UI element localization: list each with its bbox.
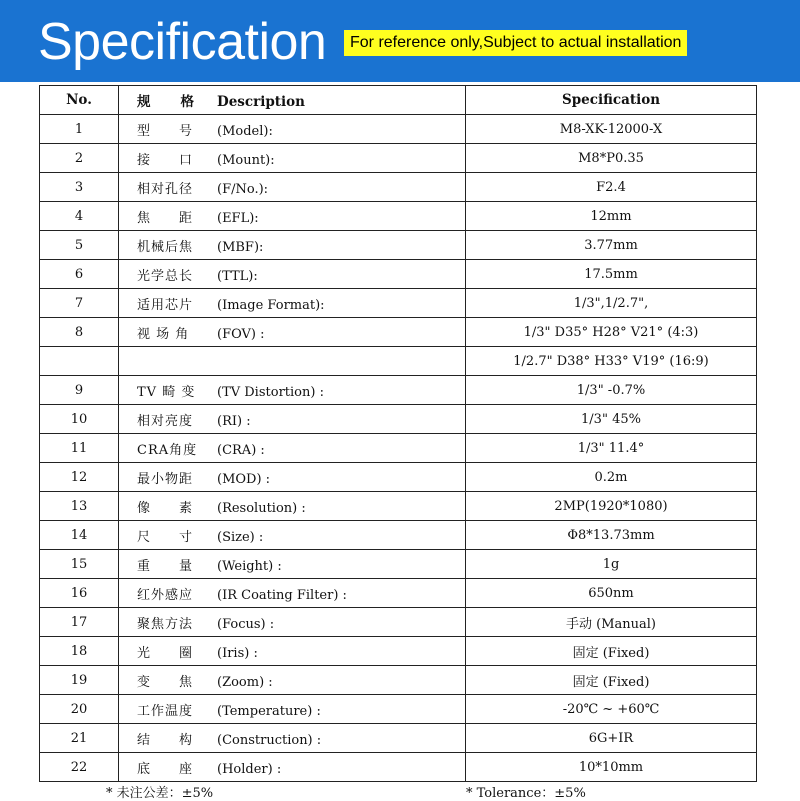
spec-table bbox=[39, 85, 757, 782]
description-en: (RI) : bbox=[217, 413, 251, 429]
table-row bbox=[40, 289, 757, 318]
table-row bbox=[40, 144, 757, 173]
description-cn: 型 号 bbox=[137, 123, 194, 139]
header-spec: Specification bbox=[466, 86, 757, 115]
row-number: 5 bbox=[40, 231, 119, 260]
row-spec-value: M8-XK-12000-X bbox=[466, 115, 757, 144]
row-spec-value: 2MP(1920*1080) bbox=[466, 492, 757, 521]
description-cn: 红外感应 bbox=[137, 587, 194, 603]
row-number: 14 bbox=[40, 521, 119, 550]
description-en: (Model): bbox=[217, 123, 273, 139]
row-spec-value: Φ8*13.73mm bbox=[466, 521, 757, 550]
row-number: 18 bbox=[40, 637, 119, 666]
row-description bbox=[119, 695, 466, 724]
row-spec-value: 1g bbox=[466, 550, 757, 579]
table-row bbox=[40, 695, 757, 724]
description-en: (TV Distortion) : bbox=[217, 384, 324, 400]
description-cn: 聚焦方法 bbox=[137, 616, 194, 632]
row-spec-value: 固定 (Fixed) bbox=[466, 666, 757, 695]
description-en: (Image Format): bbox=[217, 297, 325, 313]
spec-table-body bbox=[40, 115, 757, 782]
description-en: (MOD) : bbox=[217, 471, 271, 487]
row-number: 20 bbox=[40, 695, 119, 724]
table-row bbox=[40, 260, 757, 289]
row-description bbox=[119, 173, 466, 202]
row-number: 12 bbox=[40, 463, 119, 492]
description-cn: 视 场 角 bbox=[137, 326, 190, 342]
row-description bbox=[119, 579, 466, 608]
row-description bbox=[119, 144, 466, 173]
table-row bbox=[40, 173, 757, 202]
row-spec-value: 12mm bbox=[466, 202, 757, 231]
row-spec-value: 1/2.7" D38° H33° V19° (16:9) bbox=[466, 347, 757, 376]
description-cn: 适用芯片 bbox=[137, 297, 194, 313]
table-row bbox=[40, 434, 757, 463]
row-description bbox=[119, 550, 466, 579]
row-number: 6 bbox=[40, 260, 119, 289]
row-description bbox=[119, 463, 466, 492]
row-description bbox=[119, 318, 466, 347]
row-number: 2 bbox=[40, 144, 119, 173]
description-en: (FOV) : bbox=[217, 326, 265, 342]
description-cn: 重 量 bbox=[137, 558, 194, 574]
description-cn: 工作温度 bbox=[137, 703, 194, 719]
table-row bbox=[40, 231, 757, 260]
row-spec-value: 1/3",1/2.7", bbox=[466, 289, 757, 318]
row-spec-value: 1/3" -0.7% bbox=[466, 376, 757, 405]
row-number: 22 bbox=[40, 753, 119, 782]
row-number: 16 bbox=[40, 579, 119, 608]
row-description bbox=[119, 637, 466, 666]
description-cn: 最小物距 bbox=[137, 471, 194, 487]
row-number: 10 bbox=[40, 405, 119, 434]
row-description bbox=[119, 347, 466, 376]
row-spec-value: 1/3" 11.4° bbox=[466, 434, 757, 463]
header-banner bbox=[0, 0, 800, 82]
header-no: No. bbox=[40, 86, 119, 115]
description-cn: 机械后焦 bbox=[137, 239, 194, 255]
table-row bbox=[40, 550, 757, 579]
row-description bbox=[119, 231, 466, 260]
row-spec-value: 3.77mm bbox=[466, 231, 757, 260]
row-spec-value: F2.4 bbox=[466, 173, 757, 202]
table-row bbox=[40, 724, 757, 753]
description-en: (Construction) : bbox=[217, 732, 322, 748]
description-en: (Temperature) : bbox=[217, 703, 321, 719]
table-row bbox=[40, 376, 757, 405]
row-number: 4 bbox=[40, 202, 119, 231]
description-cn: 光学总长 bbox=[137, 268, 194, 284]
row-description bbox=[119, 405, 466, 434]
row-spec-value: 1/3" 45% bbox=[466, 405, 757, 434]
table-row bbox=[40, 521, 757, 550]
description-cn: 相对孔径 bbox=[137, 181, 194, 197]
row-description bbox=[119, 666, 466, 695]
description-cn: 光 圈 bbox=[137, 645, 194, 661]
row-description bbox=[119, 724, 466, 753]
description-cn: 底 座 bbox=[137, 761, 194, 777]
description-cn: CRA角度 bbox=[137, 442, 198, 458]
description-en: (Weight) : bbox=[217, 558, 282, 574]
description-cn: TV 畸 变 bbox=[137, 384, 196, 400]
table-row bbox=[40, 115, 757, 144]
header-desc-en: Description bbox=[217, 94, 305, 110]
description-en: (Iris) : bbox=[217, 645, 258, 661]
description-cn: 像 素 bbox=[137, 500, 194, 516]
table-row bbox=[40, 753, 757, 782]
description-cn: 接 口 bbox=[137, 152, 194, 168]
table-row bbox=[40, 202, 757, 231]
description-en: (Holder) : bbox=[217, 761, 282, 777]
description-cn: 焦 距 bbox=[137, 210, 194, 226]
tolerance-note-cn: * 未注公差：±5% bbox=[106, 786, 214, 801]
table-row bbox=[40, 405, 757, 434]
tolerance-note-en: * Tolerance：±5% bbox=[466, 786, 586, 801]
description-en: (Zoom) : bbox=[217, 674, 273, 690]
row-spec-value: 0.2m bbox=[466, 463, 757, 492]
row-description bbox=[119, 521, 466, 550]
reference-note: For reference only,Subject to actual installation bbox=[344, 30, 687, 56]
row-number: 7 bbox=[40, 289, 119, 318]
table-row bbox=[40, 637, 757, 666]
description-en: (Focus) : bbox=[217, 616, 275, 632]
table-row bbox=[40, 318, 757, 347]
table-row bbox=[40, 666, 757, 695]
description-en: (TTL): bbox=[217, 268, 258, 284]
row-number: 11 bbox=[40, 434, 119, 463]
table-row bbox=[40, 492, 757, 521]
row-spec-value: M8*P0.35 bbox=[466, 144, 757, 173]
description-cn: 结 构 bbox=[137, 732, 194, 748]
row-spec-value: -20℃ ~ +60℃ bbox=[466, 695, 757, 724]
row-description bbox=[119, 608, 466, 637]
table-row bbox=[40, 579, 757, 608]
row-description bbox=[119, 492, 466, 521]
description-en: (CRA) : bbox=[217, 442, 265, 458]
row-number: 21 bbox=[40, 724, 119, 753]
row-number: 19 bbox=[40, 666, 119, 695]
row-number: 3 bbox=[40, 173, 119, 202]
row-spec-value: 650nm bbox=[466, 579, 757, 608]
table-row bbox=[40, 463, 757, 492]
row-spec-value: 固定 (Fixed) bbox=[466, 637, 757, 666]
row-description bbox=[119, 115, 466, 144]
description-en: (F/No.): bbox=[217, 181, 269, 197]
row-description bbox=[119, 289, 466, 318]
row-number: 9 bbox=[40, 376, 119, 405]
description-en: (MBF): bbox=[217, 239, 264, 255]
description-cn: 相对亮度 bbox=[137, 413, 194, 429]
page-title: Specification bbox=[38, 13, 327, 71]
description-en: (Resolution) : bbox=[217, 500, 306, 516]
row-number: 15 bbox=[40, 550, 119, 579]
row-number: 8 bbox=[40, 318, 119, 347]
row-spec-value: 6G+IR bbox=[466, 724, 757, 753]
row-spec-value: 17.5mm bbox=[466, 260, 757, 289]
description-cn: 尺 寸 bbox=[137, 529, 194, 545]
header-description bbox=[119, 86, 466, 115]
header-desc-cn: 规 格 bbox=[137, 94, 195, 110]
row-description bbox=[119, 434, 466, 463]
row-description bbox=[119, 753, 466, 782]
description-en: (Mount): bbox=[217, 152, 275, 168]
row-description bbox=[119, 260, 466, 289]
row-description bbox=[119, 376, 466, 405]
table-header-row bbox=[40, 86, 757, 115]
description-en: (IR Coating Filter) : bbox=[217, 587, 347, 603]
row-number: 13 bbox=[40, 492, 119, 521]
row-spec-value: 1/3" D35° H28° V21° (4:3) bbox=[466, 318, 757, 347]
row-number bbox=[40, 347, 119, 376]
table-row bbox=[40, 347, 757, 376]
row-number: 17 bbox=[40, 608, 119, 637]
table-row bbox=[40, 608, 757, 637]
description-en: (EFL): bbox=[217, 210, 259, 226]
description-cn: 变 焦 bbox=[137, 674, 194, 690]
row-spec-value: 10*10mm bbox=[466, 753, 757, 782]
description-en: (Size) : bbox=[217, 529, 264, 545]
row-spec-value: 手动 (Manual) bbox=[466, 608, 757, 637]
row-description bbox=[119, 202, 466, 231]
row-number: 1 bbox=[40, 115, 119, 144]
